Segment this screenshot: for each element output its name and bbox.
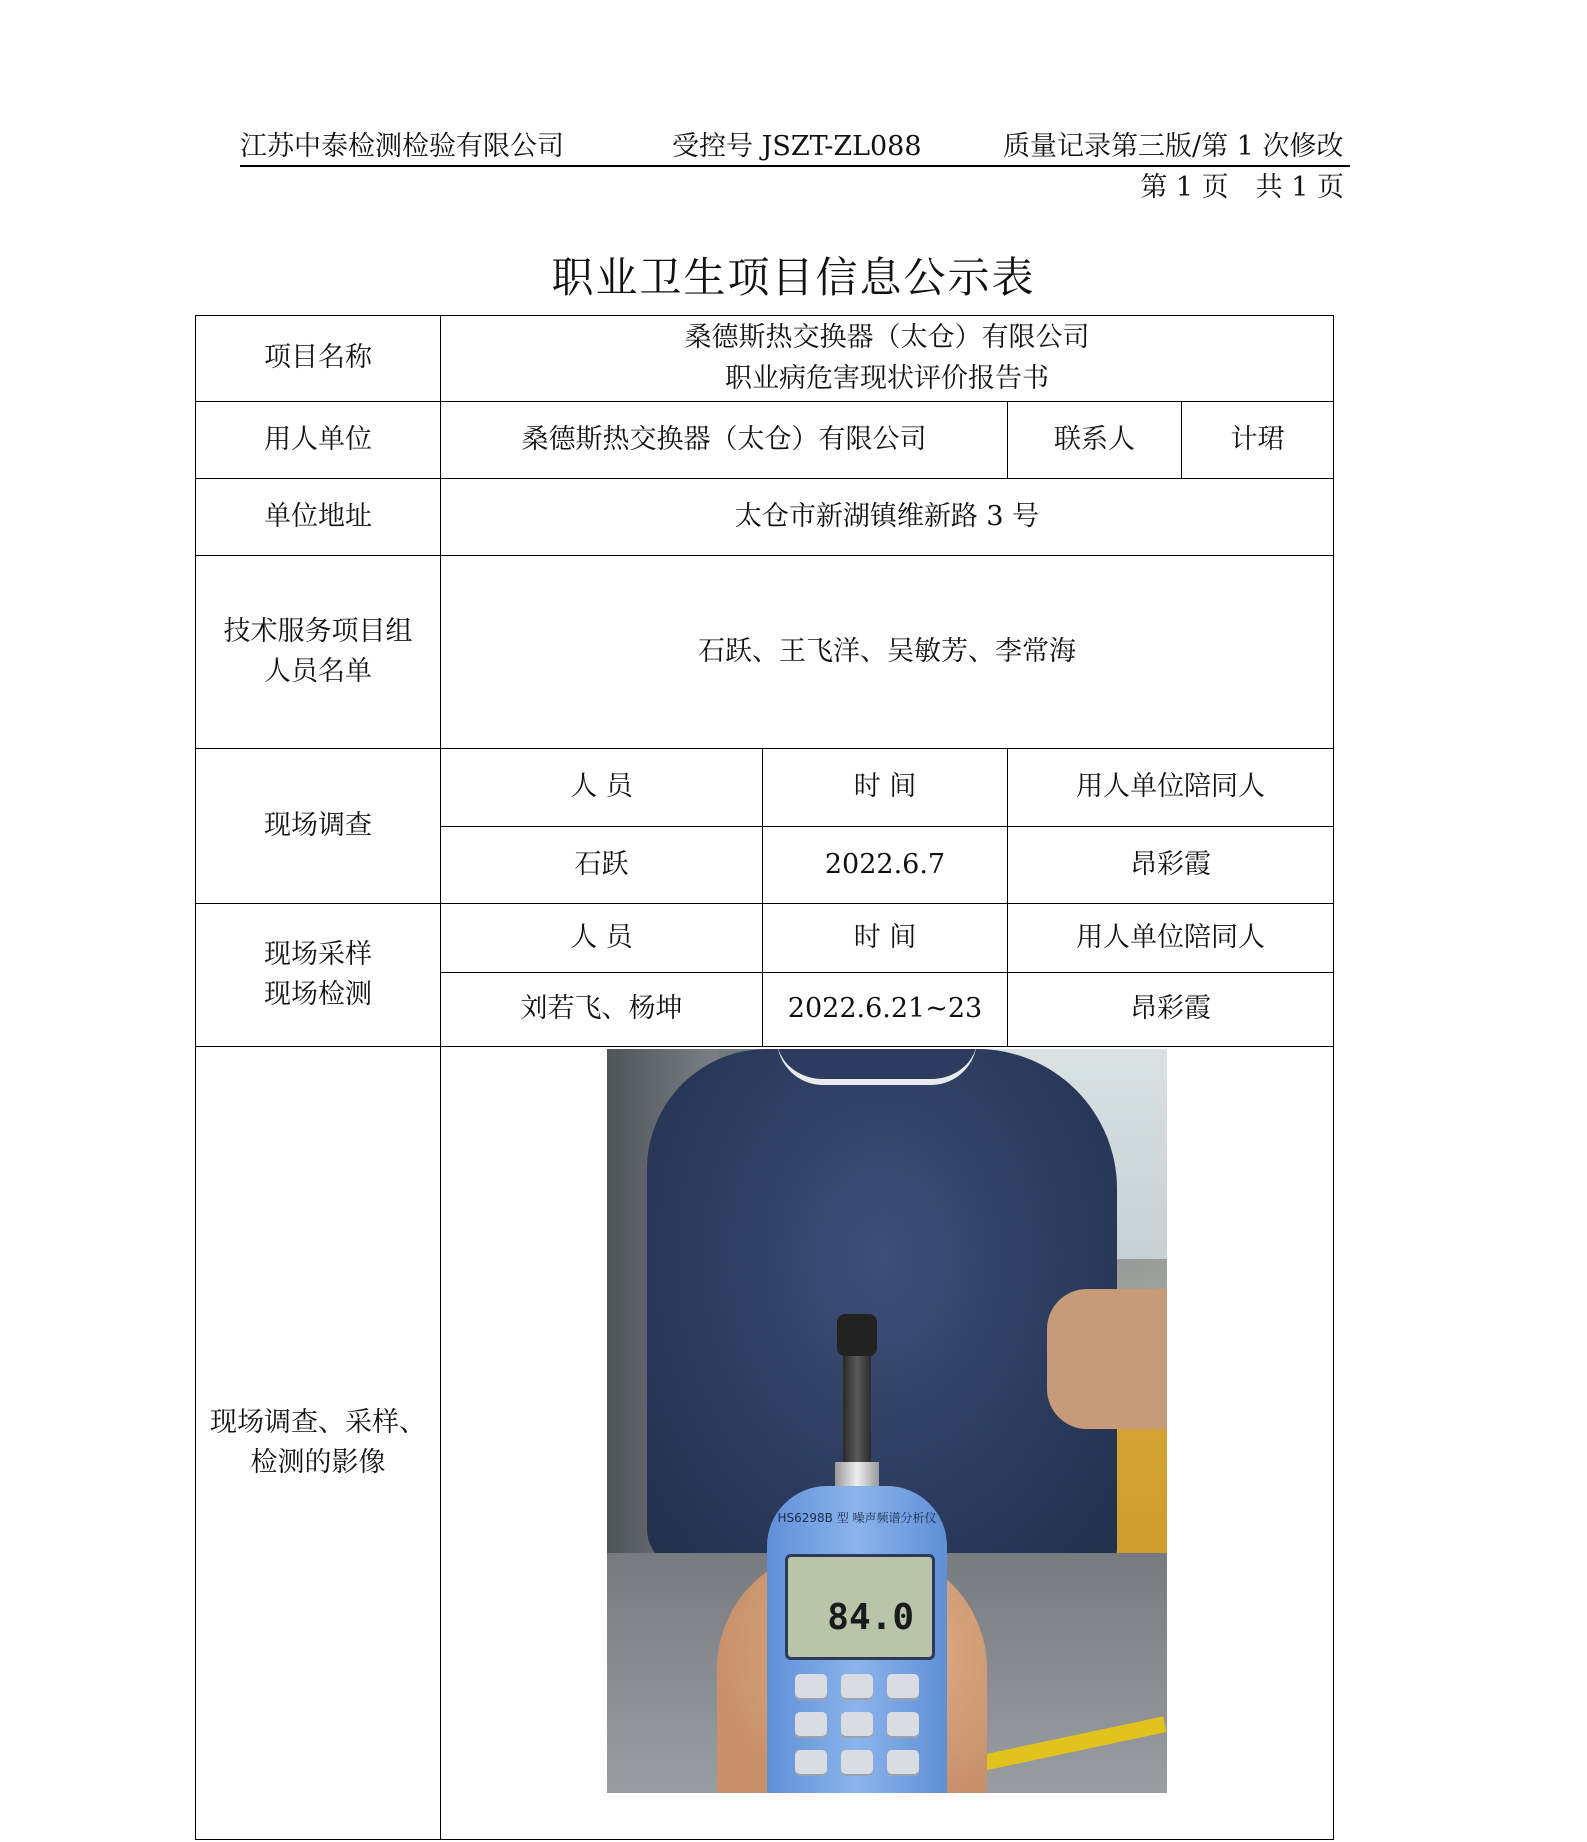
sampling-header-escort: 用人单位陪同人 [1008, 904, 1334, 973]
sampling-label-line2: 现场检测 [264, 979, 372, 1010]
header-control-no: 受控号 JSZT-ZL088 [672, 131, 922, 162]
meter-key [795, 1674, 827, 1700]
sampling-escort: 昂彩霞 [1008, 973, 1334, 1047]
project-name-line2: 职业病危害现状评价报告书 [725, 362, 1049, 394]
sampling-header-person: 人 员 [441, 904, 763, 973]
project-name-line1: 桑德斯热交换器（太仓）有限公司 [684, 322, 1090, 353]
address-label: 单位地址 [196, 479, 441, 556]
contact-value: 计珺 [1182, 402, 1334, 479]
row-address [196, 479, 1334, 556]
employer-value: 桑德斯热交换器（太仓）有限公司 [441, 402, 1008, 479]
meter-key [841, 1712, 873, 1738]
row-sampling-header [196, 904, 1334, 973]
meter-reading: 84.0 [827, 1597, 914, 1638]
sampling-label [196, 904, 441, 1047]
image-label [196, 1047, 441, 1840]
meter-keypad [795, 1674, 919, 1776]
image-label-line2: 检测的影像 [250, 1447, 386, 1478]
page-info: 第 1 页 共 1 页 [1140, 172, 1344, 203]
header-company: 江苏中泰检测检验有限公司 [240, 131, 564, 162]
contact-label: 联系人 [1008, 402, 1182, 479]
meter-microphone-tip [837, 1314, 877, 1356]
page-title: 职业卫生项目信息公示表 [551, 253, 1036, 302]
meter-key [841, 1750, 873, 1776]
survey-time: 2022.6.7 [763, 827, 1008, 904]
sampling-person: 刘若飞、杨坤 [441, 973, 763, 1047]
row-project-name [196, 316, 1334, 402]
address-value: 太仓市新湖镇维新路 3 号 [441, 479, 1334, 556]
row-survey-header [196, 749, 1334, 827]
row-images [196, 1047, 1334, 1840]
meter-key [887, 1712, 919, 1738]
meter-key [887, 1750, 919, 1776]
meter-key [795, 1712, 827, 1738]
photo-worker-arm [1047, 1289, 1167, 1429]
info-table [195, 315, 1334, 1840]
meter-model-label: HS6298B 型 噪声频谱分析仪 [777, 1511, 937, 1525]
photo-worker-collar [777, 1049, 977, 1085]
sound-level-meter [767, 1314, 947, 1793]
survey-header-person: 人 员 [441, 749, 763, 827]
sampling-label-line1: 现场采样 [264, 938, 372, 970]
survey-escort: 昂彩霞 [1008, 827, 1334, 904]
meter-key [795, 1750, 827, 1776]
meter-mic-collar [835, 1462, 879, 1488]
team-label-line1: 技术服务项目组 [223, 615, 413, 647]
survey-header-escort: 用人单位陪同人 [1008, 749, 1334, 827]
site-photo [607, 1049, 1167, 1793]
image-label-line1: 现场调查、采样、 [210, 1406, 426, 1438]
project-name-label: 项目名称 [196, 316, 441, 402]
header-edition: 质量记录第三版/第 1 次修改 [1003, 131, 1344, 162]
project-name-value [441, 316, 1334, 402]
row-team [196, 556, 1334, 749]
meter-key [887, 1674, 919, 1700]
survey-person: 石跃 [441, 827, 763, 904]
meter-display [785, 1554, 935, 1660]
image-cell [441, 1047, 1334, 1840]
survey-header-time: 时 间 [763, 749, 1008, 827]
row-employer [196, 402, 1334, 479]
team-label [196, 556, 441, 749]
team-value: 石跃、王飞洋、吴敏芳、李常海 [441, 556, 1334, 749]
employer-label: 用人单位 [196, 402, 441, 479]
meter-key [841, 1674, 873, 1700]
team-label-line2: 人员名单 [264, 656, 372, 687]
survey-label: 现场调查 [196, 749, 441, 904]
sampling-header-time: 时 间 [763, 904, 1008, 973]
sampling-time: 2022.6.21~23 [763, 973, 1008, 1047]
